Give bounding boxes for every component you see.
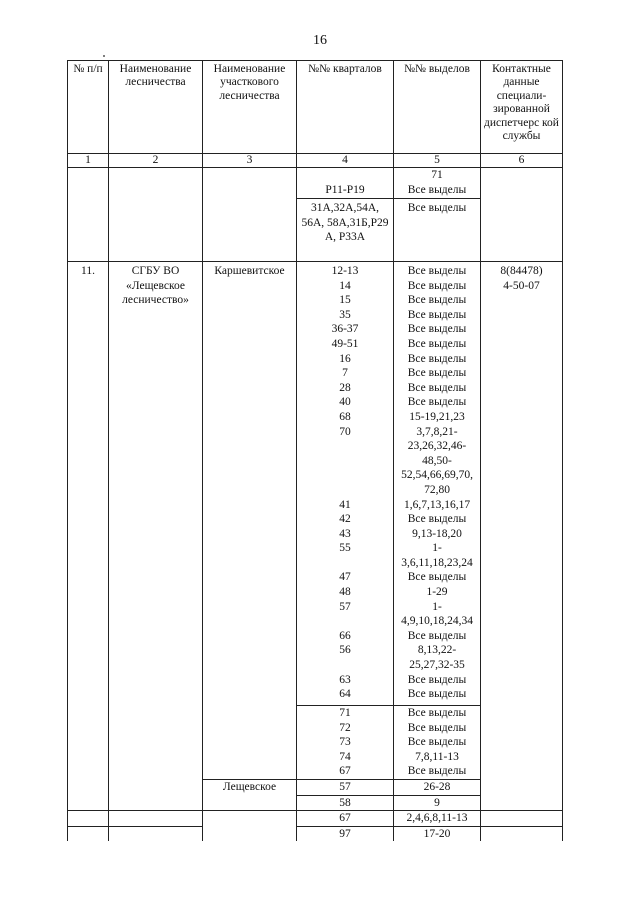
cell-allotments bbox=[394, 168, 481, 199]
cell-line: 49-51 bbox=[331, 337, 359, 350]
cell-line: 15 bbox=[339, 294, 351, 307]
header-allotments: №№ выделов bbox=[394, 61, 481, 154]
cell-line: Все выделы bbox=[407, 396, 467, 409]
cell-num-empty bbox=[68, 826, 109, 841]
cell-line: Все выделы bbox=[407, 513, 467, 526]
cell-line: Все выделы bbox=[407, 673, 467, 686]
cell-line: 14 bbox=[339, 279, 351, 292]
cell-allotments: 26-28 bbox=[394, 780, 481, 796]
entry-contacts bbox=[481, 262, 563, 811]
cell-allotments: 17-20 bbox=[394, 826, 481, 841]
cell-line: Все выделы bbox=[407, 183, 467, 196]
col-number-4: 4 bbox=[297, 154, 394, 168]
cell-line: Все выделы bbox=[407, 721, 467, 734]
cell-line: 12-13 bbox=[331, 265, 359, 277]
cell-quarters: 58 bbox=[297, 795, 394, 811]
table-row bbox=[68, 826, 563, 841]
cell-line: 56 bbox=[339, 644, 351, 657]
contact-phone-code: 8(84478) bbox=[500, 265, 543, 277]
cell-line: 7 bbox=[342, 367, 348, 380]
cell-line: Все выделы bbox=[407, 265, 467, 277]
cell-line: Все выделы bbox=[407, 381, 467, 394]
cell-line: 1,6,7,13,16,17 bbox=[403, 498, 471, 511]
scan-speck bbox=[103, 55, 105, 57]
cell-line: 40 bbox=[339, 396, 351, 409]
cell-district-empty bbox=[203, 811, 297, 842]
block-b-allotments bbox=[394, 706, 481, 780]
cell-line: 1- bbox=[432, 600, 442, 613]
cell-allotments: 2,4,6,8,11-13 bbox=[394, 811, 481, 827]
cell-line: 72,80 bbox=[424, 483, 450, 496]
cell-line: 63 bbox=[339, 673, 351, 686]
cell-quarters: Р11-Р19 bbox=[297, 168, 394, 199]
cell-forestry-empty bbox=[109, 811, 203, 827]
cell-line: Все выделы bbox=[407, 629, 467, 642]
cell-line: Все выделы bbox=[407, 323, 467, 336]
cell-line bbox=[299, 658, 391, 673]
page-number: 16 bbox=[313, 33, 327, 48]
cell-line: 41 bbox=[339, 498, 351, 511]
cell-line: 73 bbox=[339, 736, 351, 749]
cell-line: 55 bbox=[339, 542, 351, 555]
cell-line: 1-29 bbox=[426, 586, 448, 599]
block-a-allotments bbox=[394, 262, 481, 706]
cell-line: 71 bbox=[431, 169, 443, 181]
cell-line: Все выделы bbox=[407, 352, 467, 365]
cell-num-empty bbox=[68, 811, 109, 827]
entry-num: 11. bbox=[68, 262, 109, 811]
cell-forestry-empty bbox=[109, 168, 203, 262]
cell-line: 66 bbox=[339, 629, 351, 642]
col-number-6: 6 bbox=[481, 154, 563, 168]
cell-line: 7,8,11-13 bbox=[415, 750, 459, 763]
header-contacts: Контактные данные специали- зированной диспетчерс кой службы bbox=[481, 61, 563, 154]
cell-line: 15-19,21,23 bbox=[409, 410, 465, 423]
column-numbers-row bbox=[68, 154, 563, 168]
cell-line: 3,6,11,18,23,24 bbox=[401, 556, 473, 569]
cell-line: Все выделы bbox=[407, 367, 467, 380]
cell-line bbox=[299, 439, 391, 454]
cell-line: Все выделы bbox=[407, 294, 467, 307]
col-number-5: 5 bbox=[394, 154, 481, 168]
cell-line: Все выделы bbox=[407, 736, 467, 749]
table-row bbox=[68, 168, 563, 199]
cell-line: 3,7,8,21- bbox=[416, 425, 458, 438]
col-number-3: 3 bbox=[203, 154, 297, 168]
header-row bbox=[68, 61, 563, 154]
cell-line: Все выделы bbox=[407, 765, 467, 778]
cell-line: Все выделы bbox=[407, 308, 467, 321]
cell-line: 4,9,10,18,24,34 bbox=[401, 615, 473, 628]
cell-contacts-empty bbox=[481, 826, 563, 841]
entry-district: Каршевитское bbox=[203, 262, 297, 780]
cell-line bbox=[299, 468, 391, 483]
cell-quarters: 31А,32А,54А, 56А, 58А,31Б,Р29 А, Р33А bbox=[297, 199, 394, 262]
header-forestry-name: Наименование лесничества bbox=[109, 61, 203, 154]
header-quarters: №№ кварталов bbox=[297, 61, 394, 154]
cell-quarters: 97 bbox=[297, 826, 394, 841]
cell-district-empty bbox=[203, 168, 297, 262]
block-a-quarters bbox=[297, 262, 394, 706]
col-number-1: 1 bbox=[68, 154, 109, 168]
cell-quarters: 57 bbox=[297, 780, 394, 796]
cell-line: 72 bbox=[339, 721, 351, 734]
header-num: № п/п bbox=[68, 61, 109, 154]
cell-line: 47 bbox=[339, 571, 351, 584]
cell-line: Все выделы bbox=[407, 337, 467, 350]
table-row bbox=[68, 811, 563, 827]
cell-line bbox=[299, 614, 391, 629]
cell-line: 36-37 bbox=[331, 323, 359, 336]
cell-line: 23,26,32,46- bbox=[407, 440, 467, 453]
cell-line: Все выделы bbox=[407, 571, 467, 584]
cell-line: 1- bbox=[432, 542, 442, 555]
cell-line: 70 bbox=[339, 425, 351, 438]
cell-line: 35 bbox=[339, 308, 351, 321]
entry-second-district: Лещевское bbox=[203, 780, 297, 811]
cell-contacts-empty bbox=[481, 811, 563, 827]
block-b-quarters bbox=[297, 706, 394, 780]
cell-quarters: 67 bbox=[297, 811, 394, 827]
cell-line: 28 bbox=[339, 381, 351, 394]
cell-line: Все выделы bbox=[407, 707, 467, 719]
cell-line: 16 bbox=[339, 352, 351, 365]
forestry-table bbox=[67, 60, 563, 841]
cell-line: 9,13-18,20 bbox=[412, 527, 462, 540]
cell-line: 42 bbox=[339, 513, 351, 526]
cell-line: 48,50- bbox=[422, 454, 452, 467]
cell-line: 57 bbox=[339, 600, 351, 613]
cell-allotments: Все выделы bbox=[394, 199, 481, 262]
cell-line: 64 bbox=[339, 688, 351, 701]
cell-line: 74 bbox=[339, 750, 351, 763]
entry-forestry: СГБУ ВО «Лещевское лесничество» bbox=[109, 262, 203, 811]
col-number-2: 2 bbox=[109, 154, 203, 168]
cell-line: 25,27,32-35 bbox=[409, 659, 465, 672]
cell-line: Все выделы bbox=[407, 279, 467, 292]
cell-forestry-empty bbox=[109, 826, 203, 841]
cell-line: 71 bbox=[339, 707, 351, 719]
cell-line: 43 bbox=[339, 527, 351, 540]
cell-num-empty bbox=[68, 168, 109, 262]
cell-line: Все выделы bbox=[407, 688, 467, 701]
cell-line bbox=[299, 454, 391, 469]
cell-line: 68 bbox=[339, 410, 351, 423]
cell-contacts-empty bbox=[481, 168, 563, 262]
header-district-forestry-name: Наименование участкового лесничества bbox=[203, 61, 297, 154]
cell-allotments: 9 bbox=[394, 795, 481, 811]
contact-phone-number: 4-50-07 bbox=[503, 279, 540, 292]
cell-line: 48 bbox=[339, 586, 351, 599]
cell-line bbox=[299, 483, 391, 498]
table-row bbox=[68, 262, 563, 706]
cell-line: 52,54,66,69,70, bbox=[401, 469, 473, 482]
cell-line: 67 bbox=[339, 765, 351, 778]
cell-line bbox=[299, 556, 391, 571]
cell-line: 8,13,22- bbox=[417, 644, 457, 657]
